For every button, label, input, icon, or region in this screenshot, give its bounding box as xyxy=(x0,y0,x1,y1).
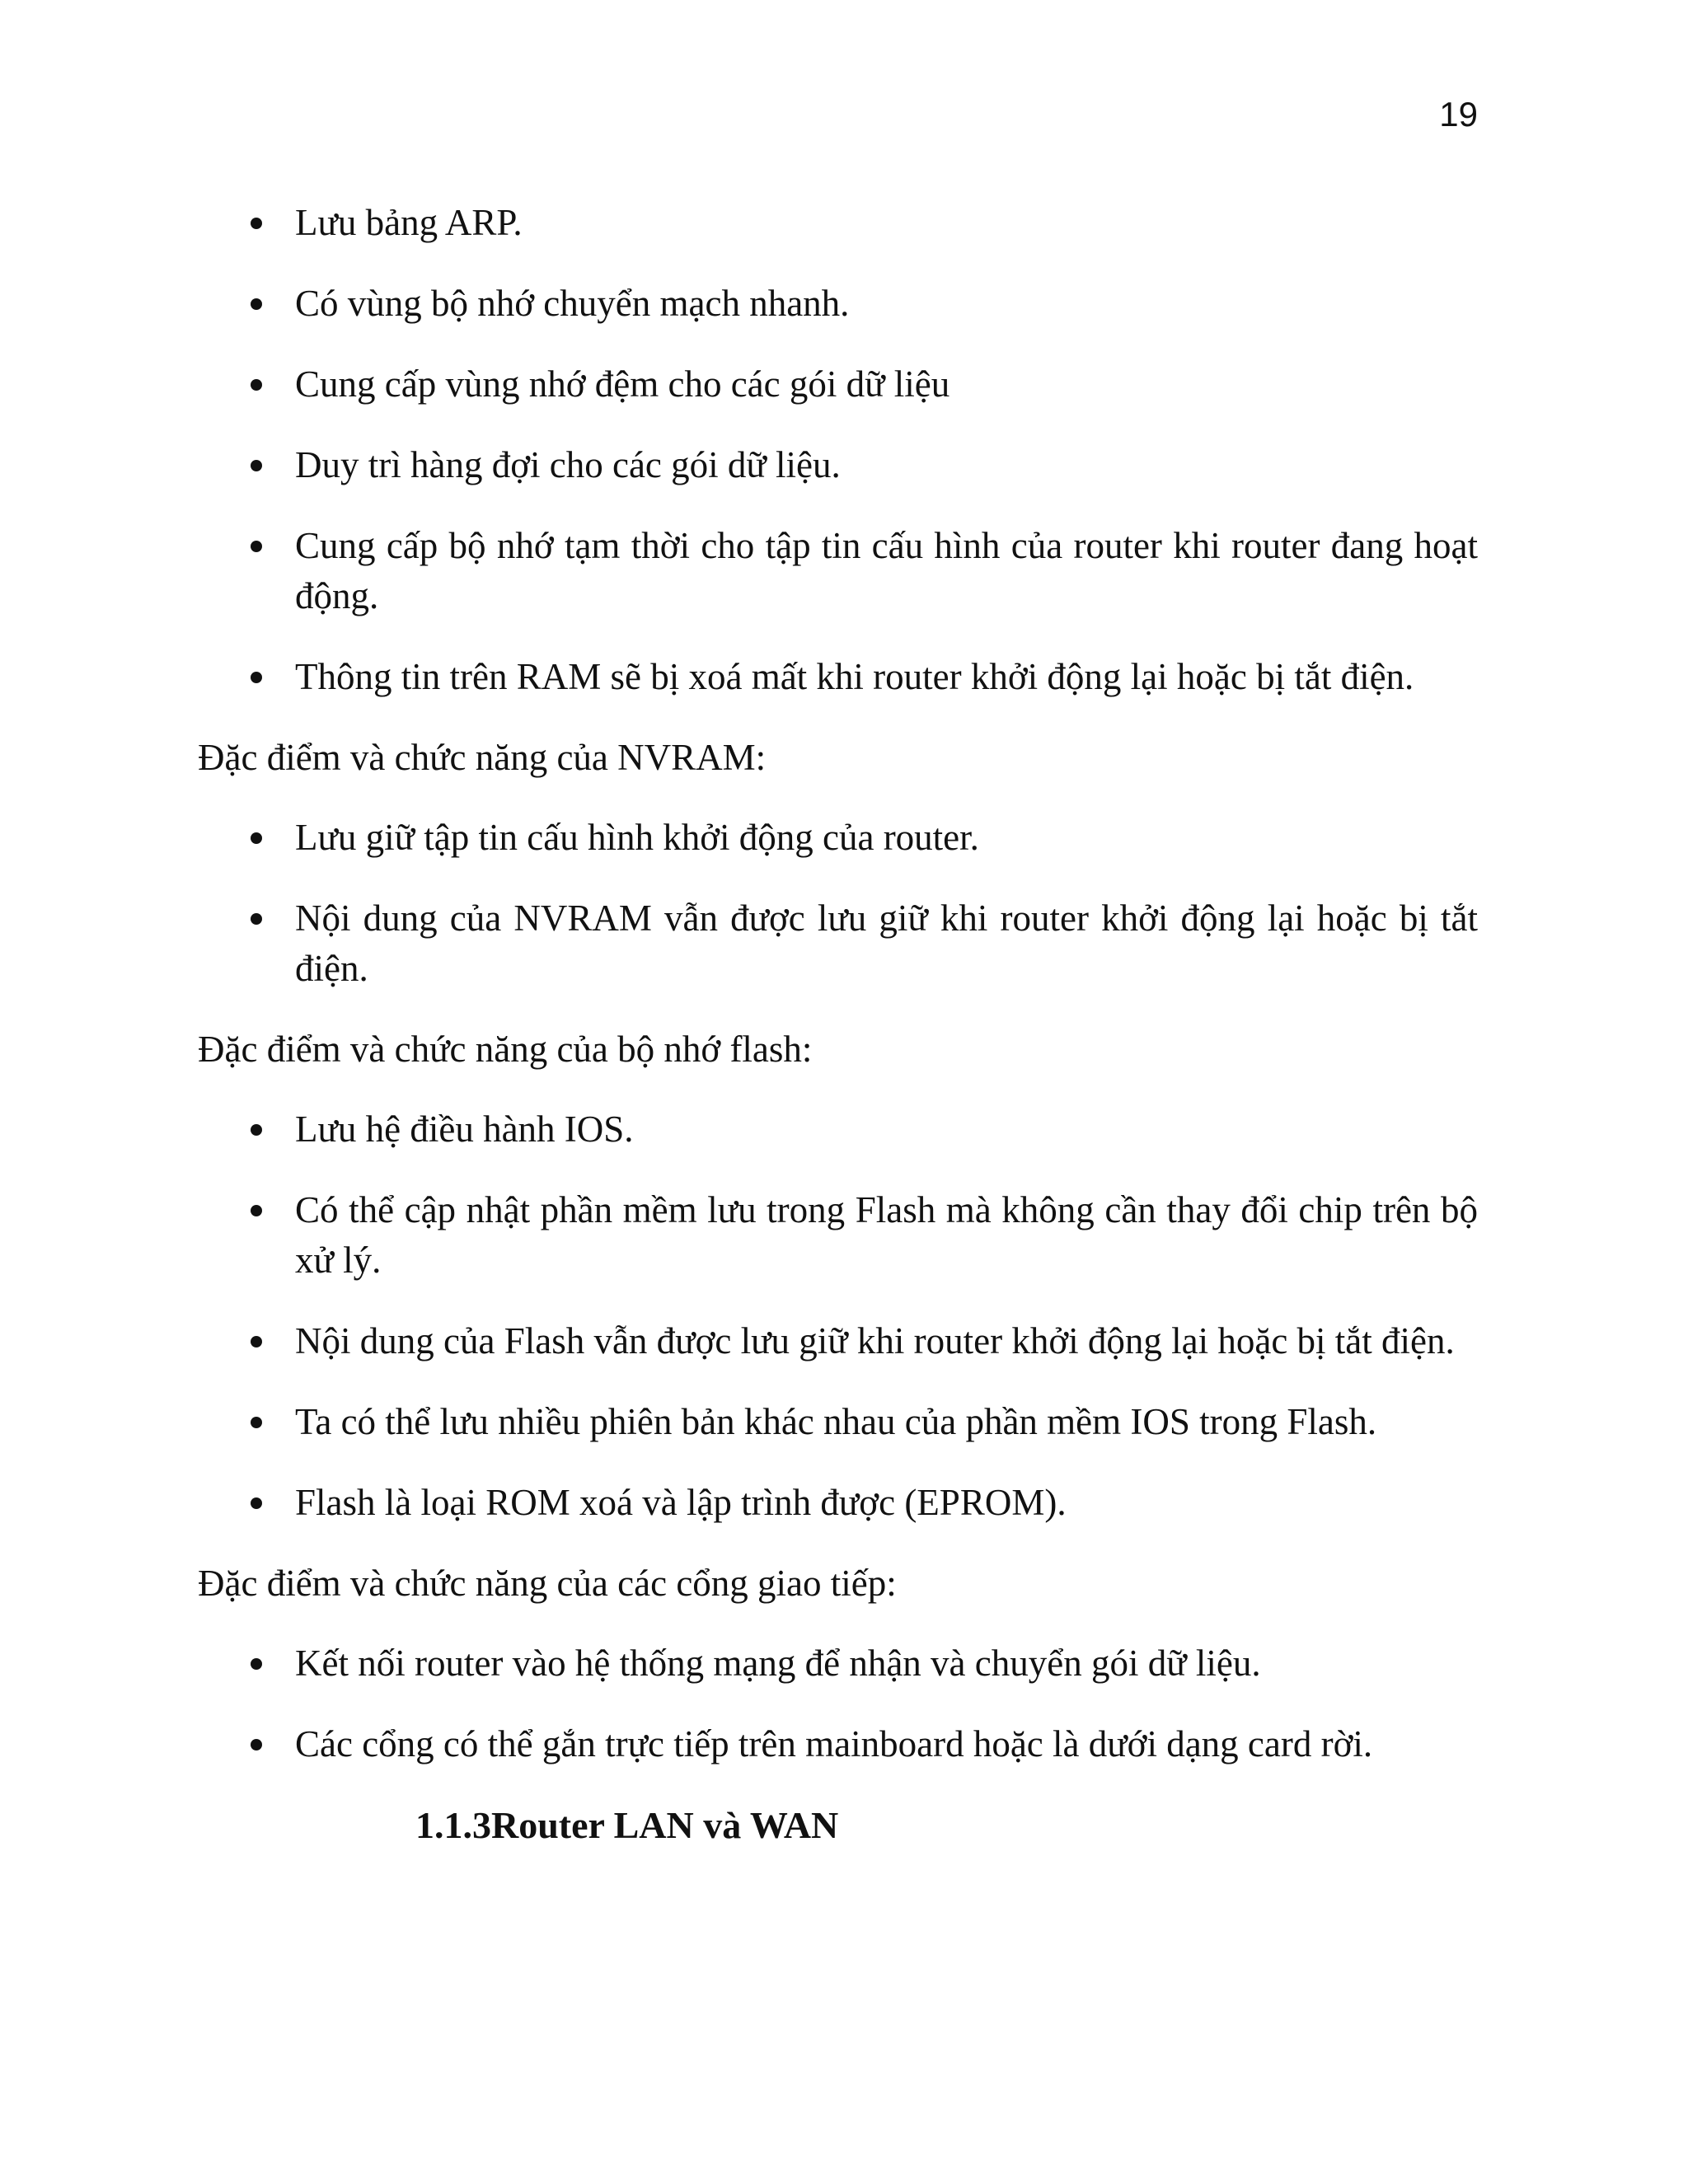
list-item xyxy=(198,521,1478,621)
bullet-icon xyxy=(251,460,262,471)
list-item-text: Thông tin trên RAM sẽ bị xoá mất khi router khởi động lại hoặc bị tắt điện. xyxy=(295,656,1414,697)
bullet-icon xyxy=(251,1739,262,1750)
list-item xyxy=(198,1397,1478,1447)
bullet-icon xyxy=(251,1497,262,1509)
flash-feature-list xyxy=(198,1104,1478,1528)
list-item xyxy=(198,1104,1478,1155)
ports-intro: Đặc điểm và chức năng của các cổng giao tiếp: xyxy=(198,1563,897,1604)
section-heading: 1.1.3Router LAN và WAN xyxy=(415,1804,839,1846)
bullet-icon xyxy=(251,913,262,925)
bullet-icon xyxy=(251,1205,262,1216)
page-number: 19 xyxy=(1439,95,1478,134)
ram-feature-list xyxy=(198,198,1478,702)
ports-feature-list xyxy=(198,1638,1478,1769)
list-item-text: Nội dung của NVRAM vẫn được lưu giữ khi router khởi động lại hoặc bị tắt điện. xyxy=(295,898,1478,989)
list-item xyxy=(198,359,1478,410)
list-item xyxy=(198,652,1478,702)
list-item xyxy=(198,1478,1478,1528)
list-item-text: Có thể cập nhật phần mềm lưu trong Flash mà không cần thay đổi chip trên bộ xử lý. xyxy=(295,1189,1478,1281)
list-item-text: Flash là loại ROM xoá và lập trình được (EPROM). xyxy=(295,1482,1067,1523)
nvram-feature-list xyxy=(198,813,1478,994)
bullet-icon xyxy=(251,298,262,310)
bullet-icon xyxy=(251,832,262,844)
bullet-icon xyxy=(251,218,262,229)
bullet-icon xyxy=(251,1124,262,1136)
list-item-text: Các cổng có thể gắn trực tiếp trên mainboard hoặc là dưới dạng card rời. xyxy=(295,1723,1373,1765)
list-item-text: Nội dung của Flash vẫn được lưu giữ khi router khởi động lại hoặc bị tắt điện. xyxy=(295,1320,1455,1361)
list-item xyxy=(198,440,1478,490)
flash-intro: Đặc điểm và chức năng của bộ nhớ flash: xyxy=(198,1029,813,1070)
list-item xyxy=(198,893,1478,994)
list-item-text: Cung cấp bộ nhớ tạm thời cho tập tin cấu hình của router khi router đang hoạt động. xyxy=(295,525,1478,616)
nvram-intro: Đặc điểm và chức năng của NVRAM: xyxy=(198,737,767,778)
list-item xyxy=(198,1185,1478,1286)
document-body xyxy=(198,198,1478,1850)
list-item-text: Lưu bảng ARP. xyxy=(295,202,523,243)
bullet-icon xyxy=(251,1658,262,1670)
list-item xyxy=(198,1638,1478,1689)
bullet-icon xyxy=(251,672,262,683)
list-item xyxy=(198,1316,1478,1366)
list-item-text: Duy trì hàng đợi cho các gói dữ liệu. xyxy=(295,444,841,485)
list-item xyxy=(198,279,1478,329)
list-item xyxy=(198,813,1478,863)
list-item-text: Lưu giữ tập tin cấu hình khởi động của router. xyxy=(295,817,979,858)
list-item-text: Kết nối router vào hệ thống mạng để nhận và chuyển gói dữ liệu. xyxy=(295,1643,1261,1684)
list-item-text: Ta có thể lưu nhiều phiên bản khác nhau của phần mềm IOS trong Flash. xyxy=(295,1401,1377,1442)
bullet-icon xyxy=(251,1417,262,1428)
list-item xyxy=(198,1719,1478,1769)
list-item-text: Lưu hệ điều hành IOS. xyxy=(295,1108,634,1150)
bullet-icon xyxy=(251,541,262,552)
bullet-icon xyxy=(251,379,262,391)
bullet-icon xyxy=(251,1336,262,1347)
list-item-text: Có vùng bộ nhớ chuyển mạch nhanh. xyxy=(295,283,850,324)
list-item xyxy=(198,198,1478,248)
list-item-text: Cung cấp vùng nhớ đệm cho các gói dữ liệu xyxy=(295,363,950,405)
